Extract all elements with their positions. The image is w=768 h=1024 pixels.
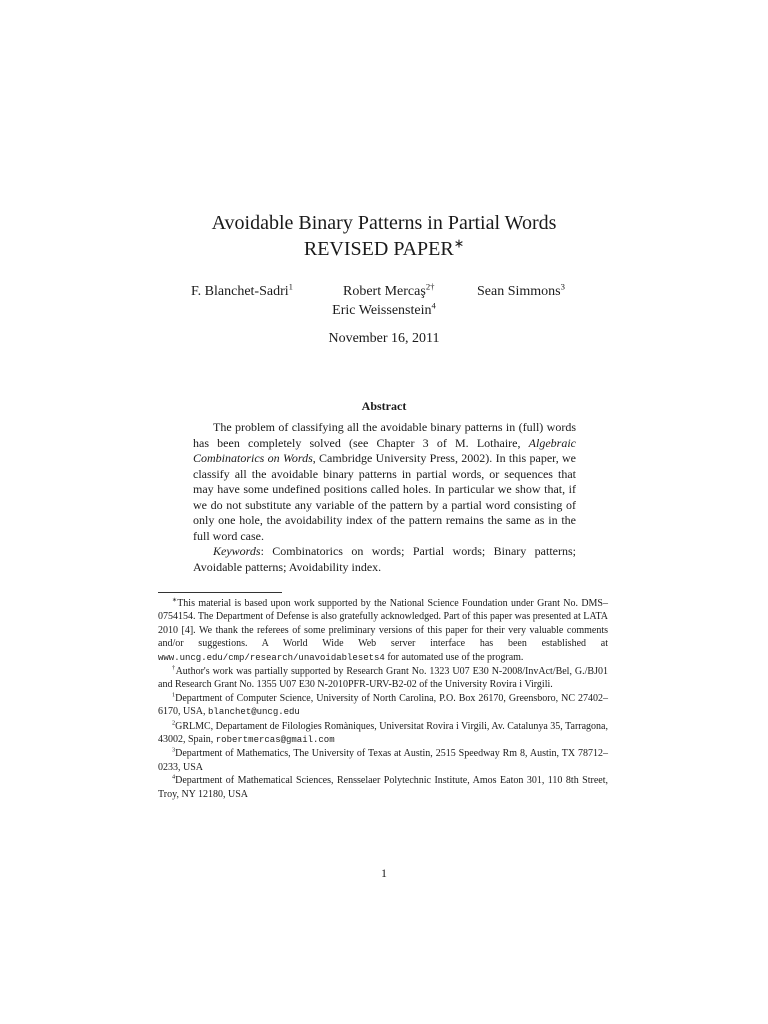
author-simmons [477, 281, 565, 300]
footnote-2 [158, 720, 608, 748]
abstract-paragraph [193, 420, 576, 544]
footnote-text: This material is based upon work supported by the National Science Foundation under Grant No. DMS–0754154. The Department of Defense is also gratefully acknowledged. Part of this paper was presented at LATA 2010 [4]. We thank the referees of some preliminary versions of this paper for their very valuable comments and/or suggestions. A World Wide Web server interface has been established at [158, 598, 608, 650]
footnote-rule [158, 592, 282, 593]
footnote-text: Department of Mathematics, The University of Texas at Austin, 2515 Speedway Rm 8, Austin, TX 78712–0233, USA [158, 748, 608, 773]
keywords-text: : Combinatorics on words; Partial words; Binary patterns; Avoidable patterns; Avoidability index. [193, 544, 576, 574]
footnote-text: GRLMC, Departament de Filologies Romàniques, Universitat Rovira i Virgili, Av. Catalunya 35, Tarragona, 43002, Spain, [158, 720, 608, 746]
footnote-text: Department of Computer Science, University of North Carolina, P.O. Box 26170, Greensboro, NC 27402–6170, USA, [158, 692, 608, 718]
keywords-paragraph [193, 544, 576, 575]
author-mercas [343, 281, 435, 300]
footnote-1 [158, 692, 608, 720]
footnotes [158, 592, 608, 801]
footnote-email[interactable]: robertmercas@gmail.com [215, 735, 335, 746]
title-line-2 [0, 236, 768, 262]
author-mark: 3 [560, 281, 565, 292]
footnote-mark: 4 [172, 773, 176, 781]
footnote-mark: 2 [172, 719, 176, 727]
footnote-url[interactable]: www.uncg.edu/cmp/research/unavoidablesets4 [158, 652, 385, 663]
footnote-4 [158, 774, 608, 801]
footnote-text: Author's work was partially supported by Research Grant No. 1323 U07 E30 N-2008/InvAct/Bel, G./BJ01 and Research Grant No. 1355 U07 E30 N-2010PFR-URV-B2-02 of the University Rovira i Virgili. [158, 666, 608, 691]
footnote-text: for automated use of the program. [384, 651, 524, 663]
abstract-text: , Cambridge University Press, 2002). In this paper, we classify all the avoidable binary patterns in partial words, or sequences that may have some undefined positions called holes. In particular we show that, if we do not substitute any variable of the pattern by a partial word consisting of only one hole, the avoidability index of the pattern remains the same as in the full word case. [193, 451, 576, 543]
book-title: Algebraic Combinatorics on Words [193, 435, 576, 465]
abstract-heading: Abstract [361, 399, 407, 413]
author-blanchet-sadri [191, 281, 293, 300]
title-line-1: Avoidable Binary Patterns in Partial Words [211, 212, 557, 234]
author-mark: 1 [288, 281, 293, 292]
footnote-3 [158, 747, 608, 774]
footnote-star [158, 597, 608, 665]
author-mark: 4 [431, 300, 436, 311]
author-row-1 [0, 281, 768, 302]
title-revised: REVISED PAPER [303, 238, 454, 260]
author-row-2 [0, 300, 768, 319]
footnote-mark: 1 [172, 691, 176, 699]
author-weissenstein [332, 300, 436, 318]
footnote-mark: 3 [172, 747, 176, 755]
author-name: Robert Mercaş [343, 284, 426, 299]
footnote-mark: ∗ [172, 596, 178, 604]
keywords-label: Keywords [213, 544, 261, 558]
abstract-text: The problem of classifying all the avoidable binary patterns in (full) words has been completely solved (see Chapter 3 of M. Lothaire, [193, 420, 576, 450]
author-list [0, 281, 768, 319]
paper-date: November 16, 2011 [328, 331, 440, 346]
author-name: Sean Simmons [477, 284, 561, 299]
paper-title [0, 210, 768, 262]
author-name: F. Blanchet-Sadri [191, 284, 289, 299]
footnote-dagger [158, 665, 608, 692]
footnote-text: Department of Mathematical Sciences, Rensselaer Polytechnic Institute, Amos Eaton 301, 110 8th Street, Troy, NY 12180, USA [158, 775, 608, 800]
author-mark: 2† [425, 281, 435, 292]
footnote-email[interactable]: blanchet@uncg.edu [208, 707, 300, 718]
author-name: Eric Weissenstein [332, 303, 432, 318]
abstract-body [193, 420, 576, 575]
page-number: 1 [381, 866, 387, 880]
title-footnote-mark: ∗ [453, 236, 465, 251]
footnote-mark: † [172, 664, 176, 672]
